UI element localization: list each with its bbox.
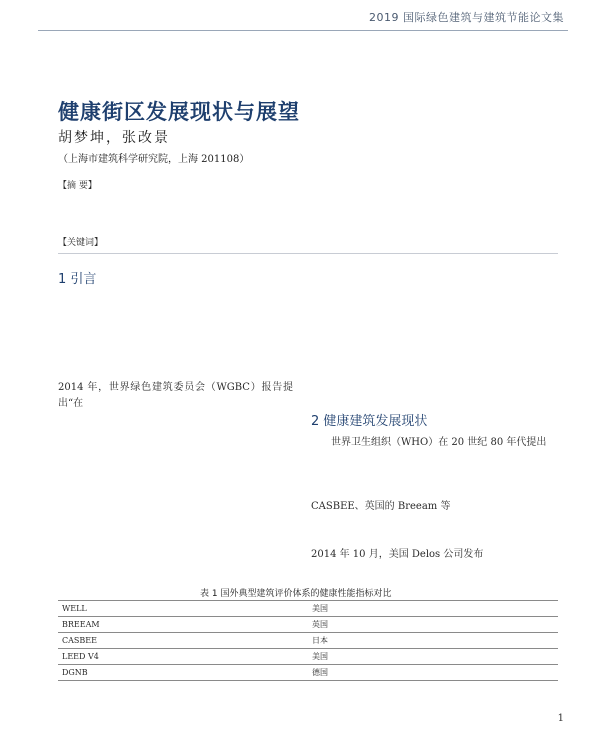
cell-country: 美国 xyxy=(308,649,558,665)
abstract-divider xyxy=(58,253,558,254)
section-2-paragraph-2: CASBEE、英国的 Breeam 等 xyxy=(311,500,451,512)
section-2-paragraph-1: 世界卫生组织（WHO）在 20 世纪 80 年代提出 xyxy=(331,437,547,448)
section-2-heading: 2 健康建筑发展现状 xyxy=(311,414,428,429)
section-1-body xyxy=(58,380,293,411)
table-title: 表 1 国外典型建筑评价体系的健康性能指标对比 xyxy=(200,589,392,599)
cell-name: DGNB xyxy=(58,665,308,681)
table-row xyxy=(58,665,558,681)
keywords xyxy=(58,235,558,248)
page-number: 1 xyxy=(557,713,564,724)
running-header xyxy=(0,0,600,34)
cell-name: LEED V4 xyxy=(58,649,308,665)
table-row xyxy=(58,601,558,617)
table-row xyxy=(58,617,558,633)
cell-country: 英国 xyxy=(308,617,558,633)
section-2-body xyxy=(311,435,558,563)
section-1-heading: 1 引言 xyxy=(58,272,97,287)
authors: 胡梦坤，张改景 xyxy=(58,130,170,146)
table-row xyxy=(58,633,558,649)
cell-country: 日本 xyxy=(308,633,558,649)
abstract xyxy=(58,180,558,193)
cell-name: CASBEE xyxy=(58,633,308,649)
cell-name: WELL xyxy=(58,601,308,617)
keywords-label: 【关键词】 xyxy=(58,238,104,248)
cell-country: 德国 xyxy=(308,665,558,681)
running-header-text: 2019 国际绿色建筑与建筑节能论文集 xyxy=(369,11,564,24)
comparison-table xyxy=(58,600,558,681)
cell-country: 美国 xyxy=(308,601,558,617)
cell-name: BREEAM xyxy=(58,617,308,633)
section-2-paragraph-3: 2014 年 10 月，美国 Delos 公司发布 xyxy=(311,549,484,560)
paper-title: 健康街区发展现状与展望 xyxy=(58,100,300,124)
abstract-label: 【摘 要】 xyxy=(58,181,97,191)
table-row xyxy=(58,649,558,665)
section-1-paragraph-1: 2014 年，世界绿色建筑委员会（WGBC）报告提出“在 xyxy=(58,382,293,409)
header-rule xyxy=(38,30,568,31)
affiliation: （上海市建筑科学研究院，上海 201108） xyxy=(58,154,250,165)
